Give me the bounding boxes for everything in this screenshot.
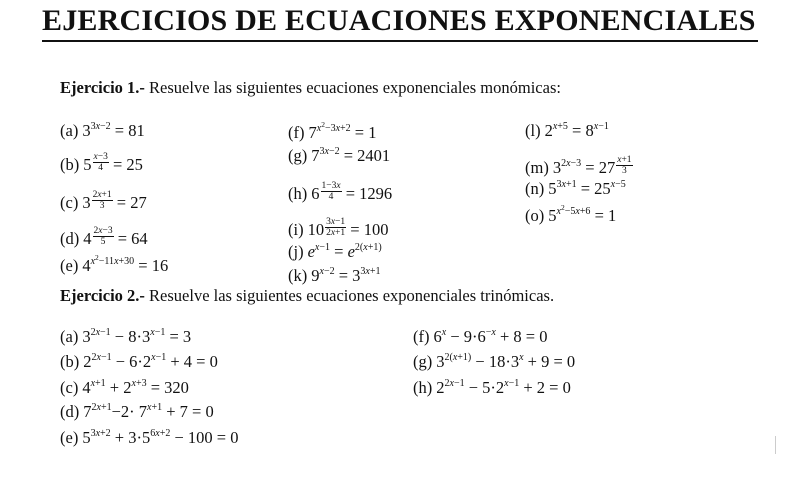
exercise-1-instruction: Resuelve las siguientes ecuaciones exponenciales monómicas: [144,78,561,97]
equation-2h: (h) $2^{2x-1} - 5\cdot 2^{x-1} + 2 = 0$ [413,378,571,397]
exercise-1-label: Ejercicio 1.- [60,78,145,97]
equation-1b: (b) 5 $\frac{x-3}{4}$ = 25 [60,152,143,174]
equation-1j: (j) $e^{x-1} = e^{2(x+1)}$ [288,242,382,261]
equation-1g: (g) $7^{3x-2} = 2401$ [288,146,391,165]
equation-2a: (a) $3^{2x-1} - 8\cdot 3^{x-1} = 3$ [60,327,192,346]
equation-1m: (m) $3^{2x-3} = 27$ $\frac{x+1}{3}$ [525,155,632,177]
exercise-2-instruction: Resuelve las siguientes ecuaciones exponenciales trinómicas. [144,286,555,305]
equation-1c: (c) 3 $\frac{2x+1}{3}$ = 27 [60,190,147,212]
equation-2g: (g) $3^{2(x+1)} - 18\cdot 3^x + 9 = 0$ [413,352,576,371]
equation-1l: (l) $2^{x+5} = 8^{x-1}$ [525,121,609,140]
equation-2e: (e) $5^{3x+2} + 3\cdot 5^{6x+2} - 100 = 0$ [60,428,239,447]
page-title: EJERCICIOS DE ECUACIONES EXPONENCIALES [42,2,758,42]
equation-1i: (i) 10 $\frac{3x-1}{2x+1}$ = 100 [288,217,389,239]
equation-1k: (k) $9^{x-2} = 3^{3x+1}$ [288,266,381,285]
equation-1d: (d) 4 $\frac{2x-3}{5}$ = 64 [60,226,148,248]
exercise-2-label: Ejercicio 2.- [60,286,145,305]
equation-1n: (n) $5^{3x+1} = 25^{x-5}$ [525,179,626,198]
equation-1f: (f) $7^{x^2-3x+2} = 1$ [288,120,377,142]
equation-1e: (e) $4^{x^2-11x+30} = 16$ [60,253,169,275]
equation-1a: (a) $3^{3x-2} = 81$ [60,121,145,140]
exercise-1-heading [60,78,561,98]
equation-1o: (o) $5^{x^2-5x+6} = 1$ [525,203,617,225]
page-edge-mark [775,436,776,454]
equation-2f: (f) $6^x - 9\cdot 6^{-x} + 8 = 0$ [413,327,548,346]
equation-1h: (h) 6 $\frac{1-3x}{4}$ = 1296 [288,181,393,203]
equation-2c: (c) $4^{x+1} + 2^{x+3} = 320$ [60,378,189,397]
exercise-2-heading [60,286,554,306]
equation-2b: (b) $2^{2x-1} - 6\cdot 2^{x-1} + 4 = 0$ [60,352,218,371]
equation-2d: (d) $7^{2x+1}-2\cdot 7^{x+1} + 7 = 0$ [60,402,214,421]
